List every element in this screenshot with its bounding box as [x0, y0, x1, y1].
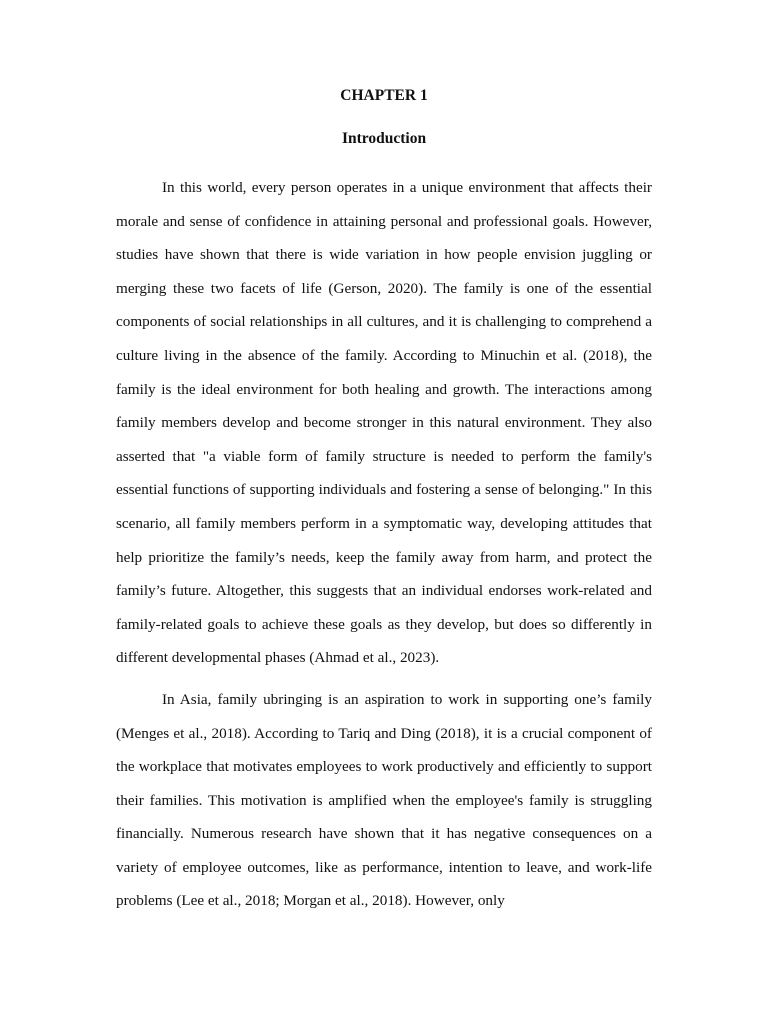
body-text [116, 171, 652, 918]
section-heading: Introduction [341, 130, 427, 147]
paragraph-2: In Asia, family ubringing is an aspiration to work in supporting one’s family (Menges et al., 2018). According to Tariq and Ding (2018), it is a crucial component of the workplace that motivates employees to work productively and efficiently to support their families. This motivation is amplified when the employee's family is struggling financially. Numerous research have shown that it has negative consequences on a variety of employee outcomes, like as performance, intention to leave, and work-life problems (Lee et al., 2018; Morgan et al., 2018). However, only [116, 690, 652, 910]
paragraph-1: In this world, every person operates in a unique environment that affects their morale and sense of confidence in attaining personal and professional goals. However, studies have shown that there is wide variation in how people envision juggling or merging these two facets of life (Gerson, 2020). The family is one of the essential components of social relationships in all cultures, and it is challenging to comprehend a culture living in the absence of the family. According to Minuchin et al. (2018), the family is the ideal environment for both healing and growth. The interactions among family members develop and become stronger in this natural environment. They also asserted that "a viable form of family structure is needed to perform the family's essential functions of supporting individuals and fostering a sense of belonging." In this scenario, all family members perform in a symptomatic way, developing attitudes that help prioritize the family’s needs, keep the family away from harm, and protect the family’s future. Altogether, this suggests that an individual endorses work-related and family-related goals to achieve these goals as they develop, but does so differently in different developmental phases (Ahmad et al., 2023). [116, 179, 652, 667]
chapter-heading: CHAPTER 1 [340, 87, 428, 104]
